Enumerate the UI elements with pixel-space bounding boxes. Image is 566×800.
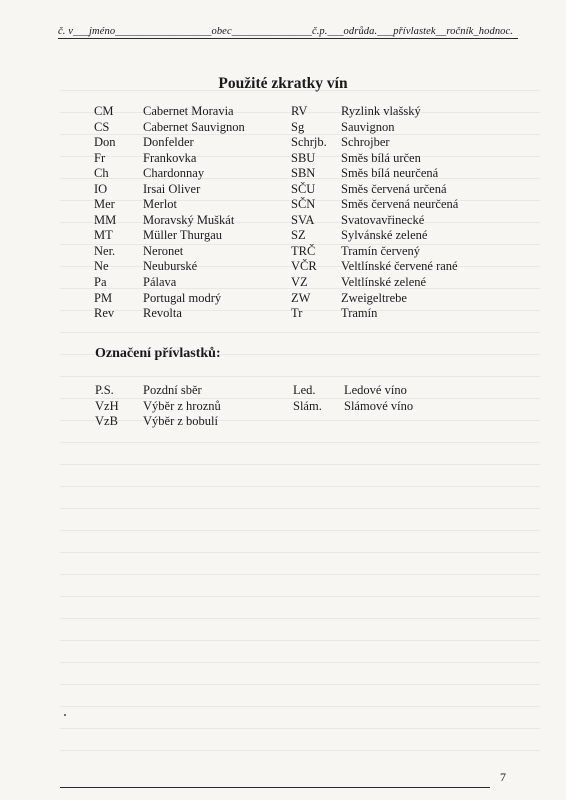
full-name: Merlot — [143, 197, 178, 212]
full-name: Müller Thurgau — [143, 228, 223, 243]
full-name: Směs červená určená — [341, 181, 447, 196]
abbreviation-row — [94, 306, 458, 322]
full-name: Moravský Muškát — [143, 212, 235, 227]
abbr-code: Sg — [291, 119, 305, 134]
attribute-row — [95, 383, 413, 399]
abbr-code: SVA — [291, 212, 315, 227]
abbr-code: CM — [94, 104, 114, 118]
full-name: Cabernet Sauvignon — [143, 119, 245, 134]
full-name: Pálava — [143, 275, 177, 290]
abbr-code: SČU — [291, 181, 316, 196]
full-name: Portugal modrý — [143, 290, 222, 305]
abbr-code: MT — [94, 228, 113, 243]
full-name: Ryzlink vlašský — [341, 104, 421, 118]
full-name: Cabernet Moravia — [143, 104, 234, 118]
abbr-code: Fr — [94, 150, 106, 165]
abbr-code: P.S. — [95, 383, 114, 397]
abbr-code: Slám. — [293, 398, 322, 413]
abbr-code: RV — [291, 104, 308, 118]
attributes-table — [95, 383, 413, 430]
full-name: Revolta — [143, 306, 182, 321]
full-name: Sauvignon — [341, 119, 395, 134]
abbr-code: SZ — [291, 228, 306, 243]
footer-rule — [60, 787, 490, 788]
full-name: Směs červená neurčená — [341, 197, 459, 212]
full-name: Schrojber — [341, 135, 390, 150]
abbreviation-row — [94, 259, 458, 275]
abbr-code: IO — [94, 181, 108, 196]
full-name: Sylvánské zelené — [341, 228, 428, 243]
abbreviation-row — [94, 228, 458, 244]
abbr-code: Mer — [94, 197, 115, 212]
abbreviation-row — [94, 182, 458, 198]
full-name: Irsai Oliver — [143, 181, 201, 196]
abbr-code: SČN — [291, 197, 316, 212]
attributes-heading: Označení přívlastků: — [95, 346, 221, 361]
full-name: Výběr z bobulí — [143, 414, 218, 429]
abbr-code: Ne — [94, 259, 109, 274]
abbreviation-row — [94, 291, 458, 307]
abbr-code: VZ — [291, 275, 308, 290]
abbr-code: PM — [94, 290, 113, 305]
abbreviation-row — [94, 151, 458, 167]
abbr-code: Rev — [94, 306, 115, 321]
abbreviation-row — [94, 104, 458, 120]
page-number: 7 — [500, 770, 506, 784]
full-name: Neuburské — [143, 259, 198, 274]
abbr-code: VzH — [95, 398, 119, 413]
abbreviation-row — [94, 244, 458, 260]
full-name: Pozdní sběr — [143, 383, 202, 397]
abbr-code: Tr — [291, 306, 303, 321]
abbr-code: Ch — [94, 166, 109, 181]
abbr-code: VČR — [291, 259, 317, 274]
full-name: Veltlínské zelené — [341, 275, 427, 290]
abbr-code: Led. — [293, 383, 316, 397]
abbreviation-row — [94, 166, 458, 182]
attribute-row — [95, 399, 413, 415]
column-header-line: č. v___jméno__________________obec_______________č.p.___odrůda.___přívlastek__ročník_hodnoc. — [58, 26, 518, 39]
full-name: Ledové víno — [344, 383, 407, 397]
wine-abbreviations-table — [94, 104, 458, 322]
abbr-code: SBU — [291, 150, 316, 165]
full-name: Neronet — [143, 243, 184, 258]
full-name: Tramín — [341, 306, 378, 321]
abbr-code: Schrjb. — [291, 135, 327, 150]
full-name: Svatovavřinecké — [341, 212, 425, 227]
full-name: Chardonnay — [143, 166, 205, 181]
stray-mark — [64, 714, 66, 716]
full-name: Frankovka — [143, 150, 197, 165]
abbr-code: Pa — [94, 275, 107, 290]
abbr-code: VzB — [95, 414, 118, 429]
full-name: Tramín červený — [341, 243, 421, 258]
abbreviation-row — [94, 120, 458, 136]
full-name: Směs bílá neurčená — [341, 166, 439, 181]
full-name: Směs bílá určen — [341, 150, 421, 165]
full-name: Výběr z hroznů — [143, 398, 221, 413]
abbreviation-row — [94, 213, 458, 229]
abbreviation-row — [94, 197, 458, 213]
abbreviation-row — [94, 275, 458, 291]
abbr-code: SBN — [291, 166, 316, 181]
abbr-code: ZW — [291, 290, 311, 305]
full-name: Donfelder — [143, 135, 194, 150]
abbr-code: CS — [94, 119, 110, 134]
abbr-code: MM — [94, 212, 117, 227]
abbr-code — [293, 414, 344, 430]
full-name: Veltlínské červené rané — [341, 259, 458, 274]
abbreviation-row — [94, 135, 458, 151]
attribute-row — [95, 414, 413, 430]
abbr-code: Ner. — [94, 243, 116, 258]
page-title: Použité zkratky vín — [218, 75, 348, 92]
full-name: Slámové víno — [344, 398, 414, 413]
abbr-code: Don — [94, 135, 116, 150]
full-name: Zweigeltrebe — [341, 290, 407, 305]
abbr-code: TRČ — [291, 243, 316, 258]
